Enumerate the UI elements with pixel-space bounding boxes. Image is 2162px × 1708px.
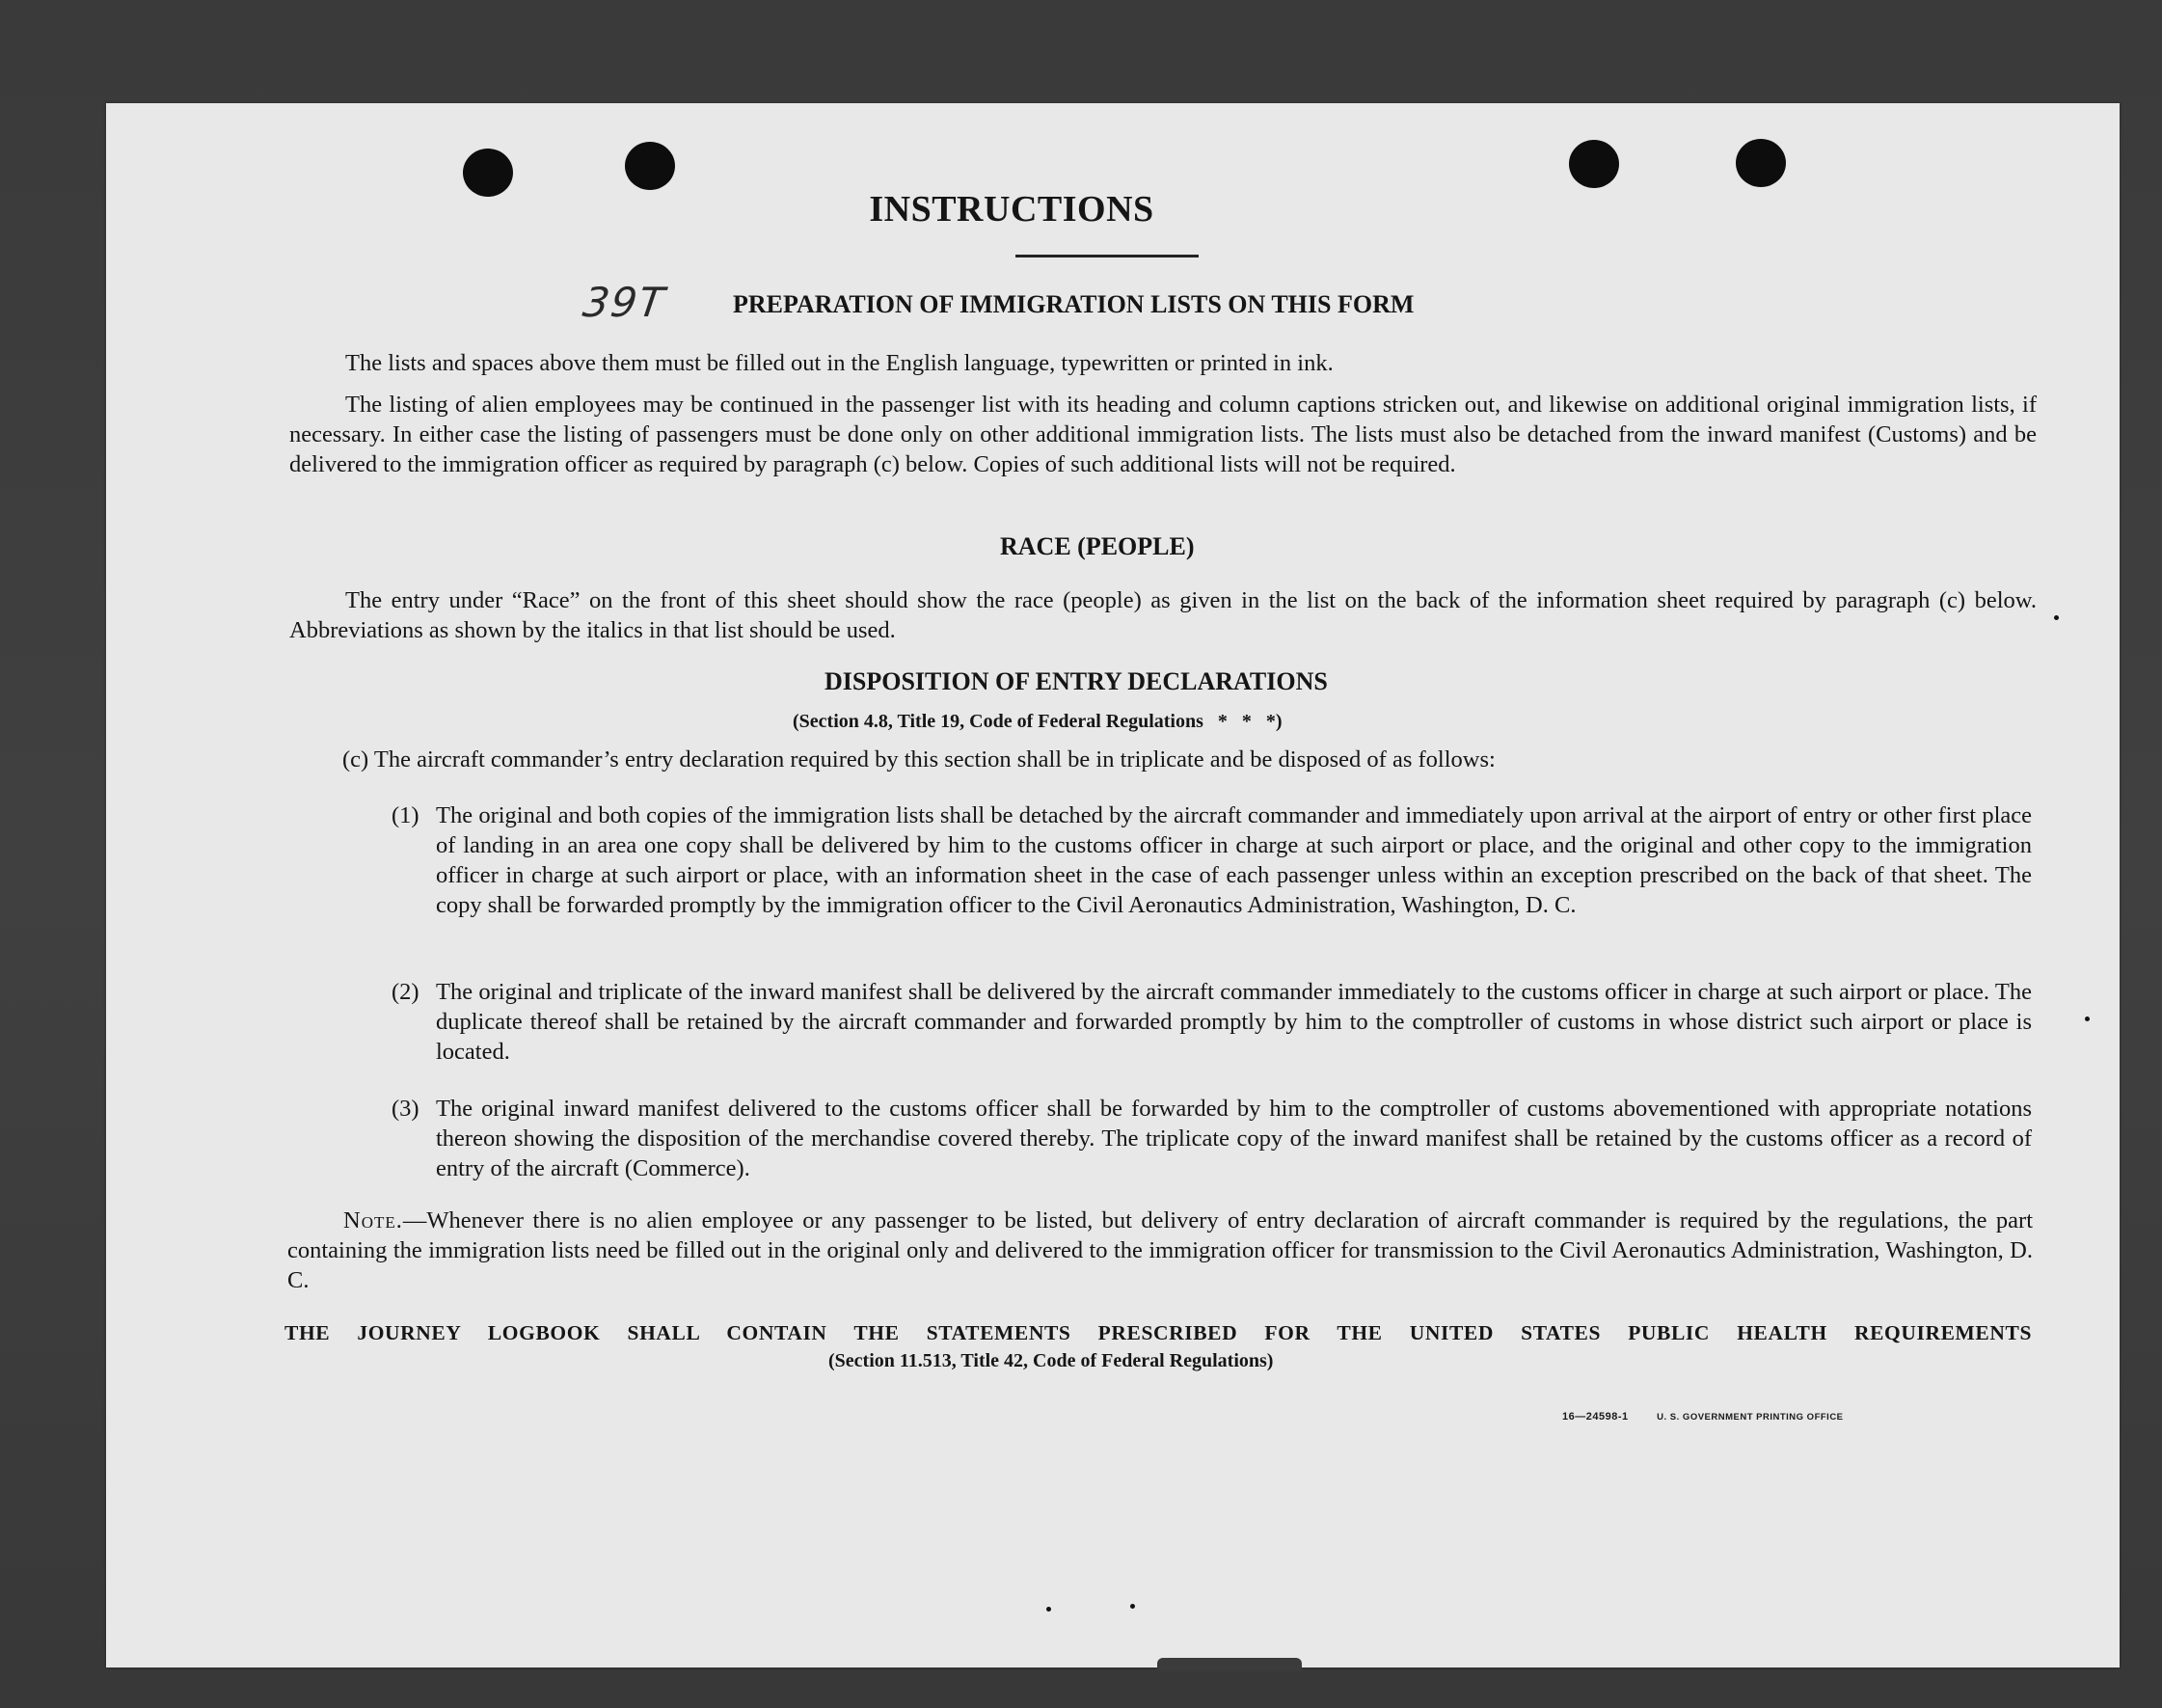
list-item-number: (2) [392,979,419,1005]
race-paragraph: The entry under “Race” on the front of this sheet should show the race (people) as given in the list on the back of the information sheet required by paragraph (c) below. Abbreviations as shown by the italics in that list should be used. [289,587,2037,643]
punch-hole-2 [625,142,675,190]
list-item-text: The original and both copies of the immigration lists shall be detached by the aircraft commander and immediately upon arrival at the airport of entry or other first place of landing in an area one copy shall be delivered by him to the customs officer in charge at such airport or place, and the original and other copy to the immigration officer in charge at such airport or place, with an information sheet in the case of each passenger unless within an exception prescribed on the back of that sheet. The copy shall be forwarded promptly by the immigration officer to the Civil Aeronautics Administration, Washington, D. C. [436,802,2032,918]
speck [2054,615,2059,620]
list-item-number: (3) [392,1096,419,1122]
title-underline [1015,255,1199,258]
list-item-text: The original inward manifest delivered to the customs officer shall be forwarded by him to the comptroller of customs abovementioned with appropriate notations thereon showing the disposition of the merchandise covered thereby. The triplicate copy of the inward manifest shall be retained by the customs officer as a record of entry of the aircraft (Commerce). [436,1096,2032,1181]
preparation-heading: PREPARATION OF IMMIGRATION LISTS ON THIS FORM [733,290,1415,318]
speck [1046,1607,1051,1612]
speck [1130,1604,1135,1609]
printer-footer [1562,1411,1844,1423]
handwritten-mark: 39T [580,279,669,326]
paper-tear [1157,1658,1302,1671]
list-item [392,977,2032,1067]
form-number: 16—24598-1 [1562,1411,1629,1423]
disposition-heading: DISPOSITION OF ENTRY DECLARATIONS [824,667,1328,695]
disposition-intro: (c) The aircraft commander’s entry declaration required by this section shall be in triplicate and be disposed of as follows: [342,746,1496,773]
preparation-paragraph-1: The lists and spaces above them must be filled out in the English language, typewritten or printed in ink. [345,350,1334,376]
list-item-number: (1) [392,802,419,828]
health-citation: (Section 11.513, Title 42, Code of Federal Regulations) [828,1350,1274,1371]
speck [2085,1017,2090,1021]
health-requirements-line: THE JOURNEY LOGBOOK SHALL CONTAIN THE STATEMENTS PRESCRIBED FOR THE UNITED STATES PUBLIC HEALTH REQUIREMENTS [284,1321,2032,1344]
note-paragraph [287,1206,2033,1295]
disposition-citation: (Section 4.8, Title 19, Code of Federal Regulations * * *) [793,711,1283,732]
list-item [392,800,2032,920]
page-title: INSTRUCTIONS [869,189,1154,230]
note-text: —Whenever there is no alien employee or any passenger to be listed, but delivery of entry declaration of aircraft commander is required by the regulations, the part containing the immigration lists need be filled out in the original only and delivered to the immigration officer for transmission to the Civil Aeronautics Administration, Washington, D. C. [287,1207,2033,1293]
punch-hole-4 [1736,139,1786,187]
printer-name: U. S. GOVERNMENT PRINTING OFFICE [1657,1412,1844,1423]
race-heading: RACE (PEOPLE) [1000,532,1195,560]
punch-hole-3 [1569,140,1619,188]
list-item-text: The original and triplicate of the inward manifest shall be delivered by the aircraft commander immediately to the customs officer in charge at such airport or place. The duplicate thereof shall be retained by the aircraft commander and forwarded promptly by him to the comptroller of customs in whose district such airport or place is located. [436,979,2032,1065]
preparation-paragraph-2: The listing of alien employees may be continued in the passenger list with its heading and column captions stricken out, and likewise on additional original immigration lists, if necessary. In either case the listing of passengers must be done only on other additional immigration lists. The lists must also be detached from the inward manifest (Customs) and be delivered to the immigration officer as required by paragraph (c) below. Copies of such additional lists will not be required. [289,392,2037,477]
list-item [392,1094,2032,1183]
document-page [106,103,2120,1667]
note-label: Note. [343,1207,403,1234]
